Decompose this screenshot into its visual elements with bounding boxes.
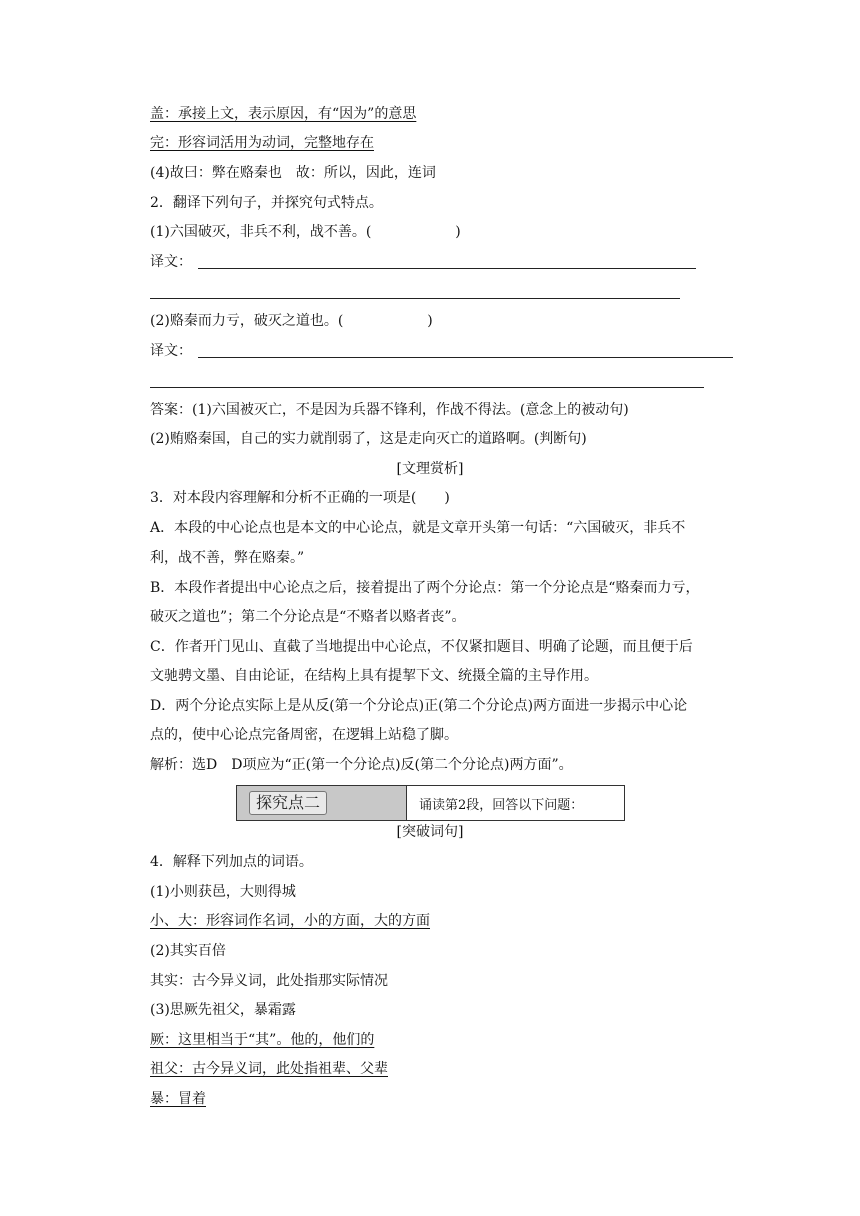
translation-label-1: 译文： (150, 254, 192, 270)
blank-line[interactable] (150, 387, 704, 388)
answer-gai: 盖：承接上文，表示原因，有“因为”的意思 (150, 106, 417, 122)
translation-label-2: 译文： (150, 343, 192, 359)
line-jue (150, 1031, 374, 1049)
explore-point-tag: 探究点二 (249, 791, 327, 815)
answer-zufu: 祖父：古今异义词，此处指祖辈、父辈 (150, 1061, 388, 1077)
sentence-2: (2)赂秦而力亏，破灭之道也。( ) (150, 313, 433, 329)
answer-pu: 暴：冒着 (150, 1091, 206, 1107)
option-a-cont: 利，战不善，弊在赂秦。” (150, 550, 305, 566)
line-pu (150, 1090, 206, 1108)
option-d-cont: 点的，使中心论点完备周密，在逻辑上站稳了脚。 (150, 727, 458, 743)
sentence-qishi: (2)其实百倍 (150, 943, 226, 959)
sentence-xiao-da: (1)小则获邑，大则得城 (150, 884, 296, 900)
answer-jue: 厥：这里相当于“其”。他的，他们的 (150, 1032, 375, 1048)
explore-point-cell (237, 786, 407, 820)
explore-point-instruction: 诵读第2段，回答以下问题： (419, 797, 584, 813)
line-zufu (150, 1060, 388, 1078)
question-4: 4．解释下列加点的词语。 (150, 854, 313, 870)
blank-line[interactable] (198, 357, 733, 358)
option-d: D．两个分论点实际上是从反(第一个分论点)正(第二个分论点)两方面进一步揭示中心论 (150, 698, 688, 714)
option-b-cont: 破灭之道也”；第二个分论点是“不赂者以赂者丧”。 (150, 609, 466, 625)
line-wan (150, 134, 374, 152)
answer-line-1: 答案：(1)六国被灭亡，不是因为兵器不锋利，作战不得法。(意念上的被动句) (150, 402, 629, 418)
option-c: C．作者开门见山、直截了当地提出中心论点，不仅紧扣题目、明确了论题，而且便于后 (150, 639, 693, 655)
line-gu: (4)故曰：弊在赂秦也 故：所以，因此，连词 (150, 165, 436, 181)
option-b: B．本段作者提出中心论点之后，接着提出了两个分论点：第一个分论点是“赂秦而力亏， (150, 580, 700, 596)
blank-line[interactable] (150, 298, 680, 299)
question-3: 3．对本段内容理解和分析不正确的一项是( ) (150, 490, 450, 506)
section-heading-tupo: [突破词句] (396, 824, 464, 840)
explore-point-box (236, 785, 625, 821)
option-a: A．本段的中心论点也是本文的中心论点，就是文章开头第一句话：“六国破灭，非兵不 (150, 520, 686, 536)
analysis: 解析：选D D项应为“正(第一个分论点)反(第二个分论点)两方面”。 (150, 757, 573, 773)
blank-line[interactable] (198, 268, 696, 269)
option-c-cont: 文驰骋文墨、自由论证，在结构上具有提挈下文、统摄全篇的主导作用。 (150, 668, 598, 684)
line-xiao-da (150, 912, 430, 930)
answer-xiao-da: 小、大：形容词作名词，小的方面，大的方面 (150, 913, 430, 929)
question-2: 2．翻译下列句子，并探究句式特点。 (150, 195, 383, 211)
sentence-jue: (3)思厥先祖父，暴霜露 (150, 1002, 296, 1018)
answer-wan: 完：形容词活用为动词，完整地存在 (150, 135, 374, 151)
answer-qishi: 其实：古今异义词，此处指那实际情况 (150, 973, 388, 989)
line-gai (150, 105, 416, 123)
section-heading-wenli: [文理赏析] (396, 461, 464, 477)
sentence-1: (1)六国破灭，非兵不利，战不善。( ) (150, 224, 461, 240)
answer-line-2: (2)贿赂秦国，自己的实力就削弱了，这是走向灭亡的道路啊。(判断句) (150, 431, 587, 447)
